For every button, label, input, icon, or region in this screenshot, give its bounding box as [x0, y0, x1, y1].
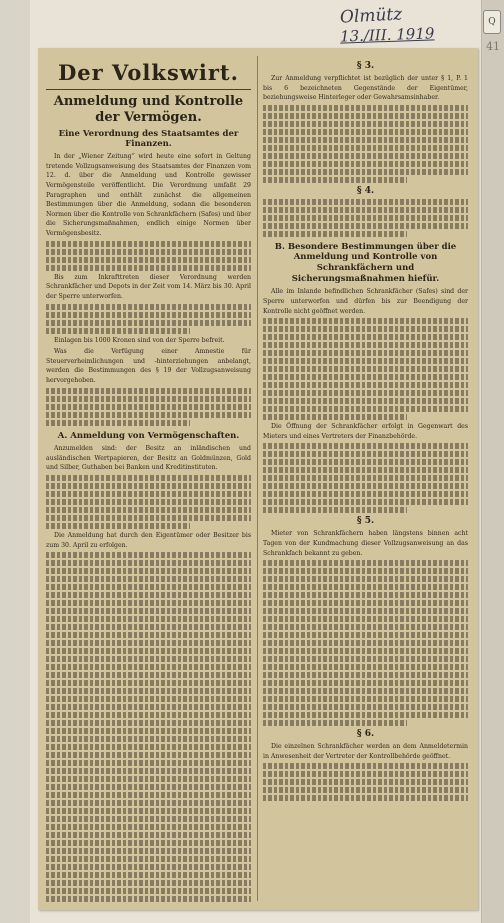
illegible-text [46, 507, 251, 513]
illegible-text [263, 763, 468, 769]
paragraph: Die Öffnung der Schrankfächer erfolgt in Gegenwart des Mieters und eines Vertreters der Finanzbehörde. [263, 423, 468, 440]
illegible-text [46, 328, 190, 334]
illegible-text [263, 648, 468, 654]
illegible-text [263, 451, 468, 457]
column-right [263, 58, 468, 903]
illegible-text [263, 223, 468, 229]
illegible-text [46, 744, 251, 750]
illegible-text [263, 499, 468, 505]
paragraph: Bis zum Inkrafttreten dieser Verordnung werden Schrankfächer und Depots in der Zeit vom 14. März bis 30. April der Sperre unterworfen. [46, 273, 251, 300]
illegible-text [46, 776, 251, 782]
illegible-text [46, 552, 251, 558]
illegible-text [46, 816, 251, 822]
illegible-text [263, 374, 468, 380]
illegible-text [46, 600, 251, 606]
section-mark: § 4. [356, 185, 375, 196]
illegible-text [46, 656, 251, 662]
illegible-text [46, 856, 251, 862]
illegible-text [46, 312, 251, 318]
illegible-text [46, 523, 190, 529]
illegible-text [46, 736, 251, 742]
paragraph: In der „Wiener Zeitung“ wird heute eine sofort in Geltung tretende Vollzugsanweisung des Staatsamtes der Finanzen vom 12. d. über die Anmeldung und Kontrolle gewisser Vermögensteile veröffentlicht. Die Verordnung umfaßt 29 Paragraphen und enthält zunächst die allgemeinen Bestimmungen über die Anmeldung, sodann die besonderen Normen über die Kontrolle von Schrankfächern (Safes) und über die Sicherungsmaßnahmen, endlich einige Normen über Vermögensbesitz. [46, 153, 251, 238]
illegible-text [46, 752, 251, 758]
illegible-text [263, 121, 468, 127]
illegible-text [263, 177, 407, 183]
illegible-text [46, 880, 251, 886]
illegible-text [46, 792, 251, 798]
illegible-text [46, 720, 251, 726]
illegible-text [263, 475, 468, 481]
column-divider [257, 56, 258, 901]
illegible-text [263, 672, 468, 678]
illegible-text [46, 872, 251, 878]
illegible-text [263, 318, 468, 324]
illegible-text [46, 320, 251, 326]
illegible-text [263, 795, 468, 801]
illegible-text [46, 608, 251, 614]
illegible-text [46, 680, 251, 686]
illegible-text [46, 896, 251, 902]
illegible-text [263, 326, 468, 332]
illegible-text [263, 129, 468, 135]
illegible-text [263, 771, 468, 777]
newspaper-clipping [38, 48, 478, 910]
section-heading: A. Anmeldung von Vermögenschaften. [57, 430, 240, 441]
illegible-text [46, 388, 251, 394]
illegible-text [46, 257, 251, 263]
illegible-text [46, 712, 251, 718]
paragraph: Die einzelnen Schrankfächer werden an dem Anmeldetermin in Anwesenheit der Vertreter der Kontrollbehörde geöffnet. [263, 743, 468, 760]
page-number: 41 [486, 40, 500, 53]
illegible-text [46, 592, 251, 598]
illegible-text [46, 584, 251, 590]
handwritten-date: 13./III. 1919 [339, 24, 435, 46]
illegible-text [263, 382, 468, 388]
section-mark: § 5. [356, 516, 375, 527]
illegible-text [263, 592, 468, 598]
paragraph: Mieter von Schrankfächern haben längstens binnen acht Tagen von der Kundmachung dieser Vollzugsanweisung an das Schrankfach bekannt zu geben. [263, 530, 468, 557]
illegible-text [46, 688, 251, 694]
illegible-text [263, 398, 468, 404]
illegible-text [263, 350, 468, 356]
section-masthead: Der Volkswirt. [58, 60, 239, 85]
illegible-text [263, 406, 468, 412]
paragraph: Zur Anmeldung verpflichtet ist bezüglich der unter § 1, P. 1 bis 6 bezeichneten Gegenstände der Eigentümer, beziehungsweise Hinterleger oder Gewahrsamsinhaber. [263, 75, 468, 102]
illegible-text [263, 656, 468, 662]
illegible-text [263, 632, 468, 638]
section-heading: B. Besondere Bestimmungen über die Anmeldung und Kontrolle von Schrankfächern und Sicherungsmaßnahmen hiefür. [274, 241, 457, 284]
illegible-text [263, 720, 407, 726]
illegible-text [263, 153, 468, 159]
illegible-text [263, 779, 468, 785]
section-mark: § 3. [356, 61, 375, 71]
illegible-text [263, 576, 468, 582]
illegible-text [46, 624, 251, 630]
illegible-text [46, 632, 251, 638]
illegible-text [46, 824, 251, 830]
illegible-text [46, 704, 251, 710]
illegible-text [46, 768, 251, 774]
illegible-text [46, 648, 251, 654]
illegible-text [46, 664, 251, 670]
article-subhead: Eine Verordnung des Staatsamtes der Finanzen. [58, 129, 239, 150]
illegible-text [263, 459, 468, 465]
paragraph: Die Anmeldung hat durch den Eigentümer oder Besitzer bis zum 30. April zu erfolgen. [46, 532, 251, 549]
illegible-text [263, 712, 468, 718]
illegible-text [263, 664, 468, 670]
illegible-text [263, 584, 468, 590]
article-headline: Anmeldung und Kontrolle der Vermögen. [53, 94, 244, 125]
illegible-text [46, 568, 251, 574]
illegible-text [46, 491, 251, 497]
illegible-text [46, 412, 251, 418]
illegible-text [46, 499, 251, 505]
illegible-text [46, 420, 190, 426]
illegible-text [263, 608, 468, 614]
illegible-text [263, 145, 468, 151]
illegible-text [263, 704, 468, 710]
illegible-text [263, 215, 468, 221]
illegible-text [46, 784, 251, 790]
illegible-text [46, 515, 251, 521]
illegible-text [263, 688, 468, 694]
illegible-text [46, 241, 251, 247]
section-mark: § 6. [356, 729, 375, 740]
illegible-text [263, 491, 468, 497]
illegible-text [46, 483, 251, 489]
paragraph: Anzumelden sind: der Besitz an inländischen und ausländischen Wertpapieren, der Besitz an Goldmünzen, Gold und Silber, Guthaben bei Banken und Kreditinstituten. [46, 445, 251, 472]
handwritten-place-name: Olmütz [339, 4, 403, 28]
illegible-text [46, 396, 251, 402]
illegible-text [263, 680, 468, 686]
illegible-text [263, 161, 468, 167]
illegible-text [263, 207, 468, 213]
illegible-text [263, 199, 468, 205]
illegible-text [263, 390, 468, 396]
illegible-text [263, 342, 468, 348]
illegible-text [263, 696, 468, 702]
illegible-text [46, 848, 251, 854]
illegible-text [46, 672, 251, 678]
illegible-text [263, 616, 468, 622]
illegible-text [263, 169, 468, 175]
illegible-text [263, 787, 468, 793]
illegible-text [46, 800, 251, 806]
folio-mark: Q [483, 10, 501, 34]
illegible-text [263, 414, 407, 420]
illegible-text [263, 231, 407, 237]
illegible-text [263, 113, 468, 119]
illegible-text [263, 334, 468, 340]
illegible-text [46, 696, 251, 702]
illegible-text [46, 249, 251, 255]
illegible-text [46, 640, 251, 646]
column-left [46, 58, 251, 903]
illegible-text [46, 840, 251, 846]
illegible-text [46, 760, 251, 766]
masthead-rule [46, 89, 251, 90]
illegible-text [46, 888, 251, 894]
illegible-text [263, 366, 468, 372]
illegible-text [263, 467, 468, 473]
illegible-text [263, 640, 468, 646]
illegible-text [46, 576, 251, 582]
illegible-text [263, 560, 468, 566]
illegible-text [263, 105, 468, 111]
illegible-text [46, 265, 251, 271]
illegible-text [46, 728, 251, 734]
illegible-text [46, 404, 251, 410]
illegible-text [263, 568, 468, 574]
illegible-text [263, 137, 468, 143]
illegible-text [263, 358, 468, 364]
illegible-text [46, 475, 251, 481]
illegible-text [46, 832, 251, 838]
paragraph: Was die Verfügung einer Amnestie für Steuerverheimlichungen und -hinterziehungen anbelangt, werden die Bestimmungen des § 19 der Vollzugsanweisung hervorgehoben. [46, 348, 251, 384]
illegible-text [46, 808, 251, 814]
illegible-text [263, 600, 468, 606]
illegible-text [46, 864, 251, 870]
illegible-text [263, 443, 468, 449]
illegible-text [263, 507, 407, 513]
paragraph: Einlagen bis 1000 Kronen sind von der Sperre befreit. [54, 336, 225, 344]
illegible-text [263, 483, 468, 489]
page-edge-tab [481, 0, 504, 923]
paragraph: Alle im Inlande befindlichen Schrankfächer (Safes) sind der Sperre unterworfen und dürfen bis zur Beendigung der Kontrolle nicht geöffnet werden. [263, 288, 468, 315]
illegible-text [263, 624, 468, 630]
illegible-text [46, 560, 251, 566]
illegible-text [46, 616, 251, 622]
illegible-text [46, 304, 251, 310]
